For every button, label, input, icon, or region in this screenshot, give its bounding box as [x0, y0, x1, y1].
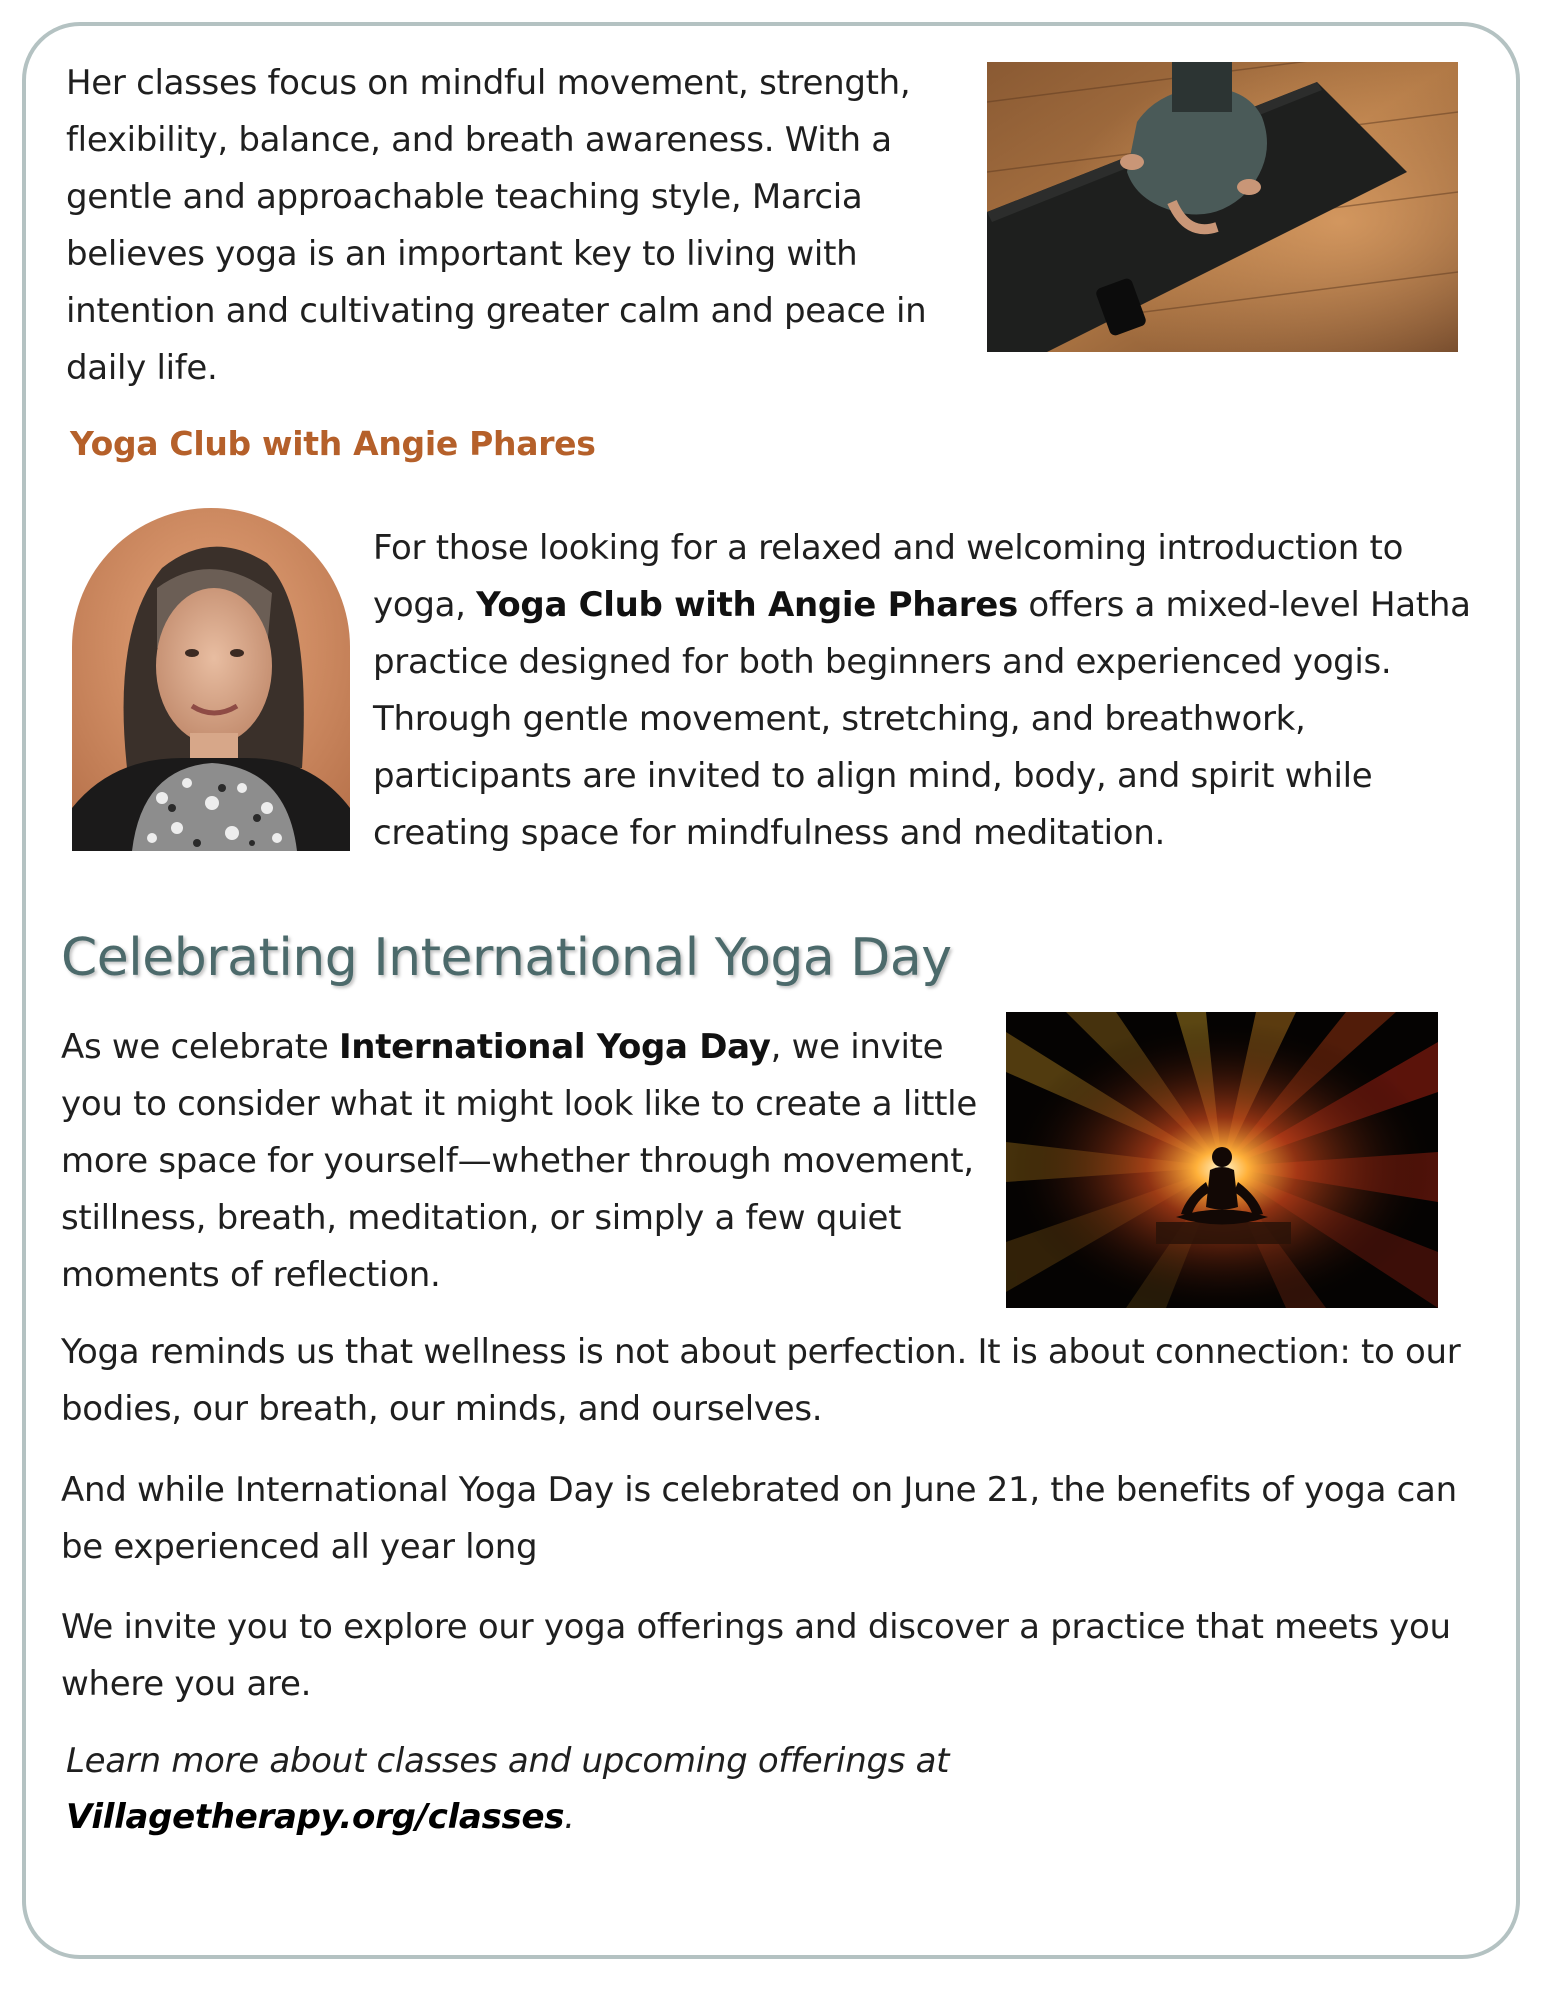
- yoga-club-text-end: offers a mixed-level Hatha practice designed for both beginners and experienced yogis. Through gentle movement, stretching, and breathwork, participants are invited to align mind, body, and spirit while creating space for mindfulness and meditation.: [373, 585, 1471, 853]
- yoga-club-bold-name: Yoga Club with Angie Phares: [476, 585, 1018, 625]
- angie-portrait-photo: [72, 508, 350, 851]
- footer-period: .: [564, 1797, 575, 1837]
- celebration-p1-start: As we celebrate: [61, 1027, 339, 1067]
- celebration-p1-bold: International Yoga Day: [338, 1027, 771, 1067]
- classes-link[interactable]: Villagetherapy.org/classes: [66, 1797, 565, 1837]
- celebration-p1-end: , we invite you to consider what it might look like to create a little more space for yourself—whether through movement, stillness, breath, meditation, or simply a few quiet moments of reflection.: [61, 1027, 977, 1295]
- celebration-paragraph-3: And while International Yoga Day is celebrated on June 21, the benefits of yoga can be experienced all year long: [61, 1470, 1457, 1567]
- meditation-light-photo: [1006, 1012, 1438, 1308]
- section-title: Celebrating International Yoga Day: [61, 928, 952, 988]
- yoga-club-paragraph: [373, 520, 1473, 862]
- yoga-club-text-start: For those looking for a relaxed and welcoming introduction to yoga,: [373, 528, 1404, 625]
- footer-note: [66, 1733, 1066, 1845]
- footer-text: Learn more about classes and upcoming offerings at: [66, 1741, 950, 1781]
- celebration-paragraph-4: We invite you to explore our yoga offerings and discover a practice that meets you where you are.: [61, 1607, 1451, 1704]
- celebration-paragraph-1: [61, 1019, 996, 1304]
- intro-paragraph: Her classes focus on mindful movement, strength, flexibility, balance, and breath awareness. With a gentle and approachable teaching style, Marcia believes yoga is an important key to living with intention and cultivating greater calm and peace in daily life.: [66, 63, 927, 388]
- celebration-paragraph-2: Yoga reminds us that wellness is not about perfection. It is about connection: to our bodies, our breath, our minds, and ourselves.: [61, 1332, 1461, 1429]
- yoga-mat-photo: [987, 62, 1458, 352]
- yoga-club-heading: Yoga Club with Angie Phares: [70, 424, 596, 463]
